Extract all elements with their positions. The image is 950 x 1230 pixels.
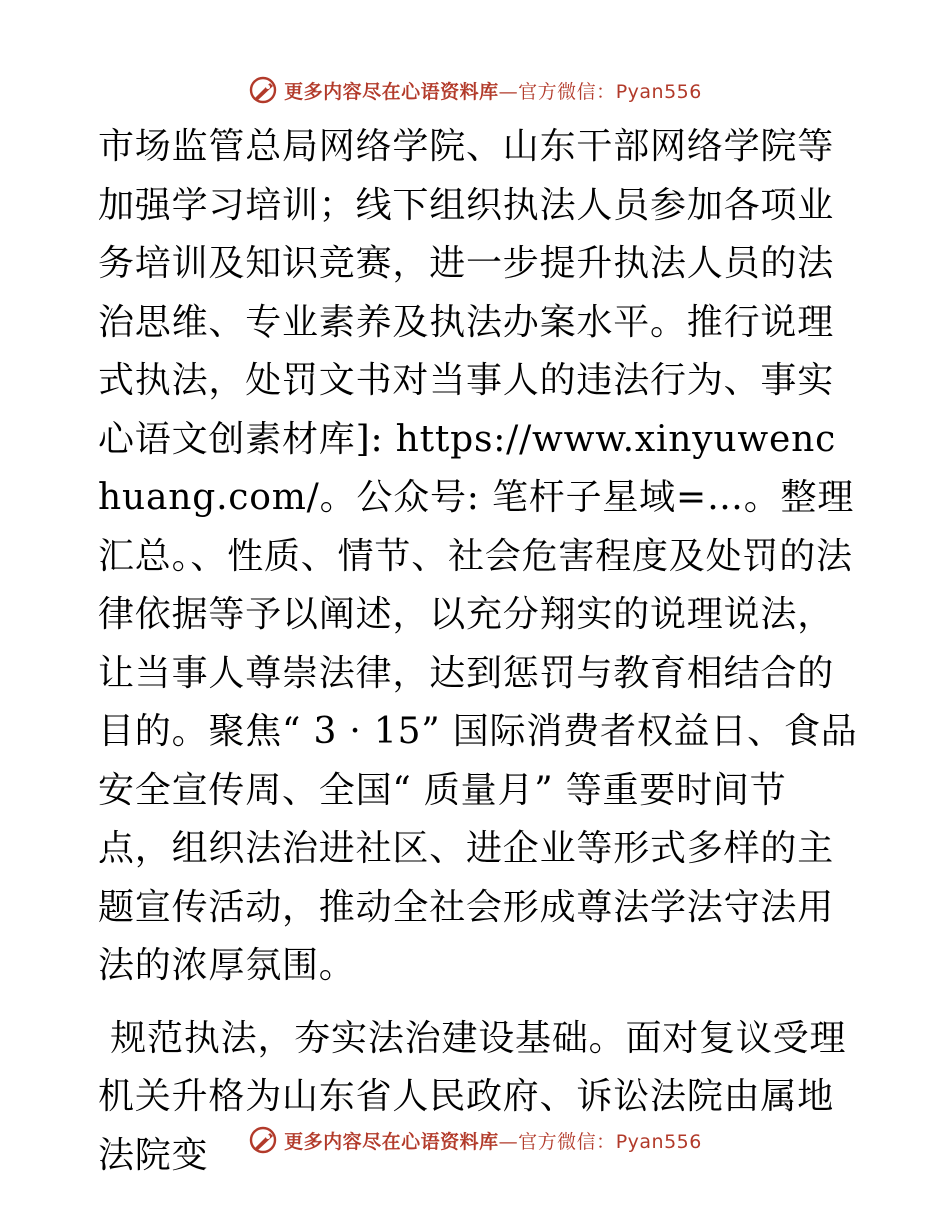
banner-brand-text: 更多内容尽在心语资料库 [284, 1130, 499, 1153]
banner-wechat-label: 官方微信： [518, 80, 616, 103]
body-paragraph-1: 市场监管总局网络学院、山东干部网络学院等加强学习培训；线下组织执法人员参加各项业务培训及知识竞赛，进一步提升执法人员的法治思维、专业素养及执法办案水平。推行说理式执法，处罚文书对当事人的违法行为、事实心语文创素材库]: https://www.xinyuwenchuang.com/。公众号: 笔杆子星域=…。整理汇总。、性质、情节、社会危害程度及处罚的法律依据等予以阐述，以充分翔实的说理说法，让当事人尊崇法律，达到惩罚与教育相结合的目的。聚焦“ 3 · 15” 国际消费者权益日、食品安全宣传周、全国“ 质量月” 等重要时间节点，组织法治进社区、进企业等形式多样的主题宣传活动，推动全社会形成尊法学法守法用法的浓厚氛围。 [98, 126, 858, 986]
quill-logo-icon [248, 75, 278, 105]
banner-brand-text: 更多内容尽在心语资料库 [284, 80, 499, 103]
quill-logo-icon [248, 1125, 278, 1155]
banner-wechat-label: 官方微信： [518, 1130, 616, 1153]
banner-wechat-id: Pyan556 [615, 1130, 702, 1153]
header-banner [0, 72, 950, 108]
banner-dash: — [498, 1130, 519, 1153]
document-body [98, 118, 858, 1185]
banner-text [284, 77, 702, 104]
body-paragraph-2: 规范执法，夯实法治建设基础。面对复议受理机关升格为山东省人民政府、诉讼法院由属地法院变 [98, 1017, 847, 1176]
banner-wechat-id: Pyan556 [615, 80, 702, 103]
footer-banner [0, 1122, 950, 1158]
banner-dash: — [498, 80, 519, 103]
banner-text [284, 1127, 702, 1154]
